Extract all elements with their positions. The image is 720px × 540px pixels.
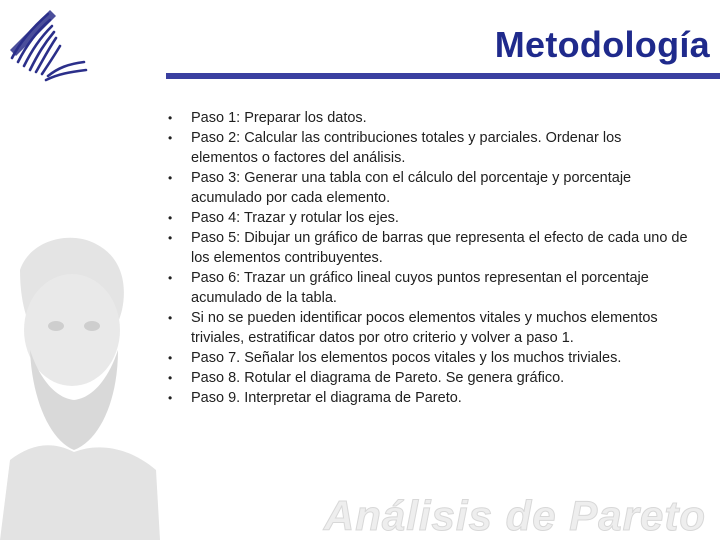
bullet-icon: • xyxy=(168,211,173,225)
list-item-text: Paso 1: Preparar los datos. xyxy=(191,110,367,126)
bullet-icon: • xyxy=(168,371,173,385)
bullet-icon: • xyxy=(168,171,173,185)
watermark-title: Análisis de Pareto xyxy=(323,492,706,539)
list-item-text: Paso 3: Generar una tabla con el cálculo del porcentaje y porcentaje acumulado por cada elemento. xyxy=(191,170,632,206)
list-item xyxy=(168,168,688,208)
university-logo-icon xyxy=(6,6,90,84)
methodology-list xyxy=(168,108,688,408)
list-item xyxy=(168,308,688,348)
list-item-text: Paso 4: Trazar y rotular los ejes. xyxy=(191,210,399,226)
list-item xyxy=(168,208,688,228)
bullet-icon: • xyxy=(168,311,173,325)
list-item xyxy=(168,108,688,128)
list-item-text: Paso 2: Calcular las contribuciones totales y parciales. Ordenar los elementos o factores del análisis. xyxy=(191,130,622,166)
list-item xyxy=(168,268,688,308)
list-item-text: Paso 6: Trazar un gráfico lineal cuyos puntos representan el porcentaje acumulado de la tabla. xyxy=(191,270,649,306)
list-item-text: Paso 8. Rotular el diagrama de Pareto. Se genera gráfico. xyxy=(191,370,565,386)
bullet-icon: • xyxy=(168,131,173,145)
bullet-icon: • xyxy=(168,391,173,405)
list-item-text: Si no se pueden identificar pocos elementos vitales y muchos elementos triviales, estratificar datos por otro criterio y volver a paso 1. xyxy=(191,310,658,346)
bullet-icon: • xyxy=(168,351,173,365)
slide-title: Metodología xyxy=(494,24,710,65)
list-item xyxy=(168,368,688,388)
list-item xyxy=(168,228,688,268)
bullet-icon: • xyxy=(168,111,173,125)
list-item xyxy=(168,348,688,368)
portrait-illustration-icon xyxy=(0,230,160,540)
list-item-text: Paso 5: Dibujar un gráfico de barras que representa el efecto de cada uno de los elementos contribuyentes. xyxy=(191,230,688,266)
list-item xyxy=(168,128,688,168)
title-divider xyxy=(166,73,720,79)
bullet-icon: • xyxy=(168,271,173,285)
list-item xyxy=(168,388,688,408)
list-item-text: Paso 9. Interpretar el diagrama de Pareto. xyxy=(191,390,462,406)
bullet-icon: • xyxy=(168,231,173,245)
list-item-text: Paso 7. Señalar los elementos pocos vitales y los muchos triviales. xyxy=(191,350,622,366)
